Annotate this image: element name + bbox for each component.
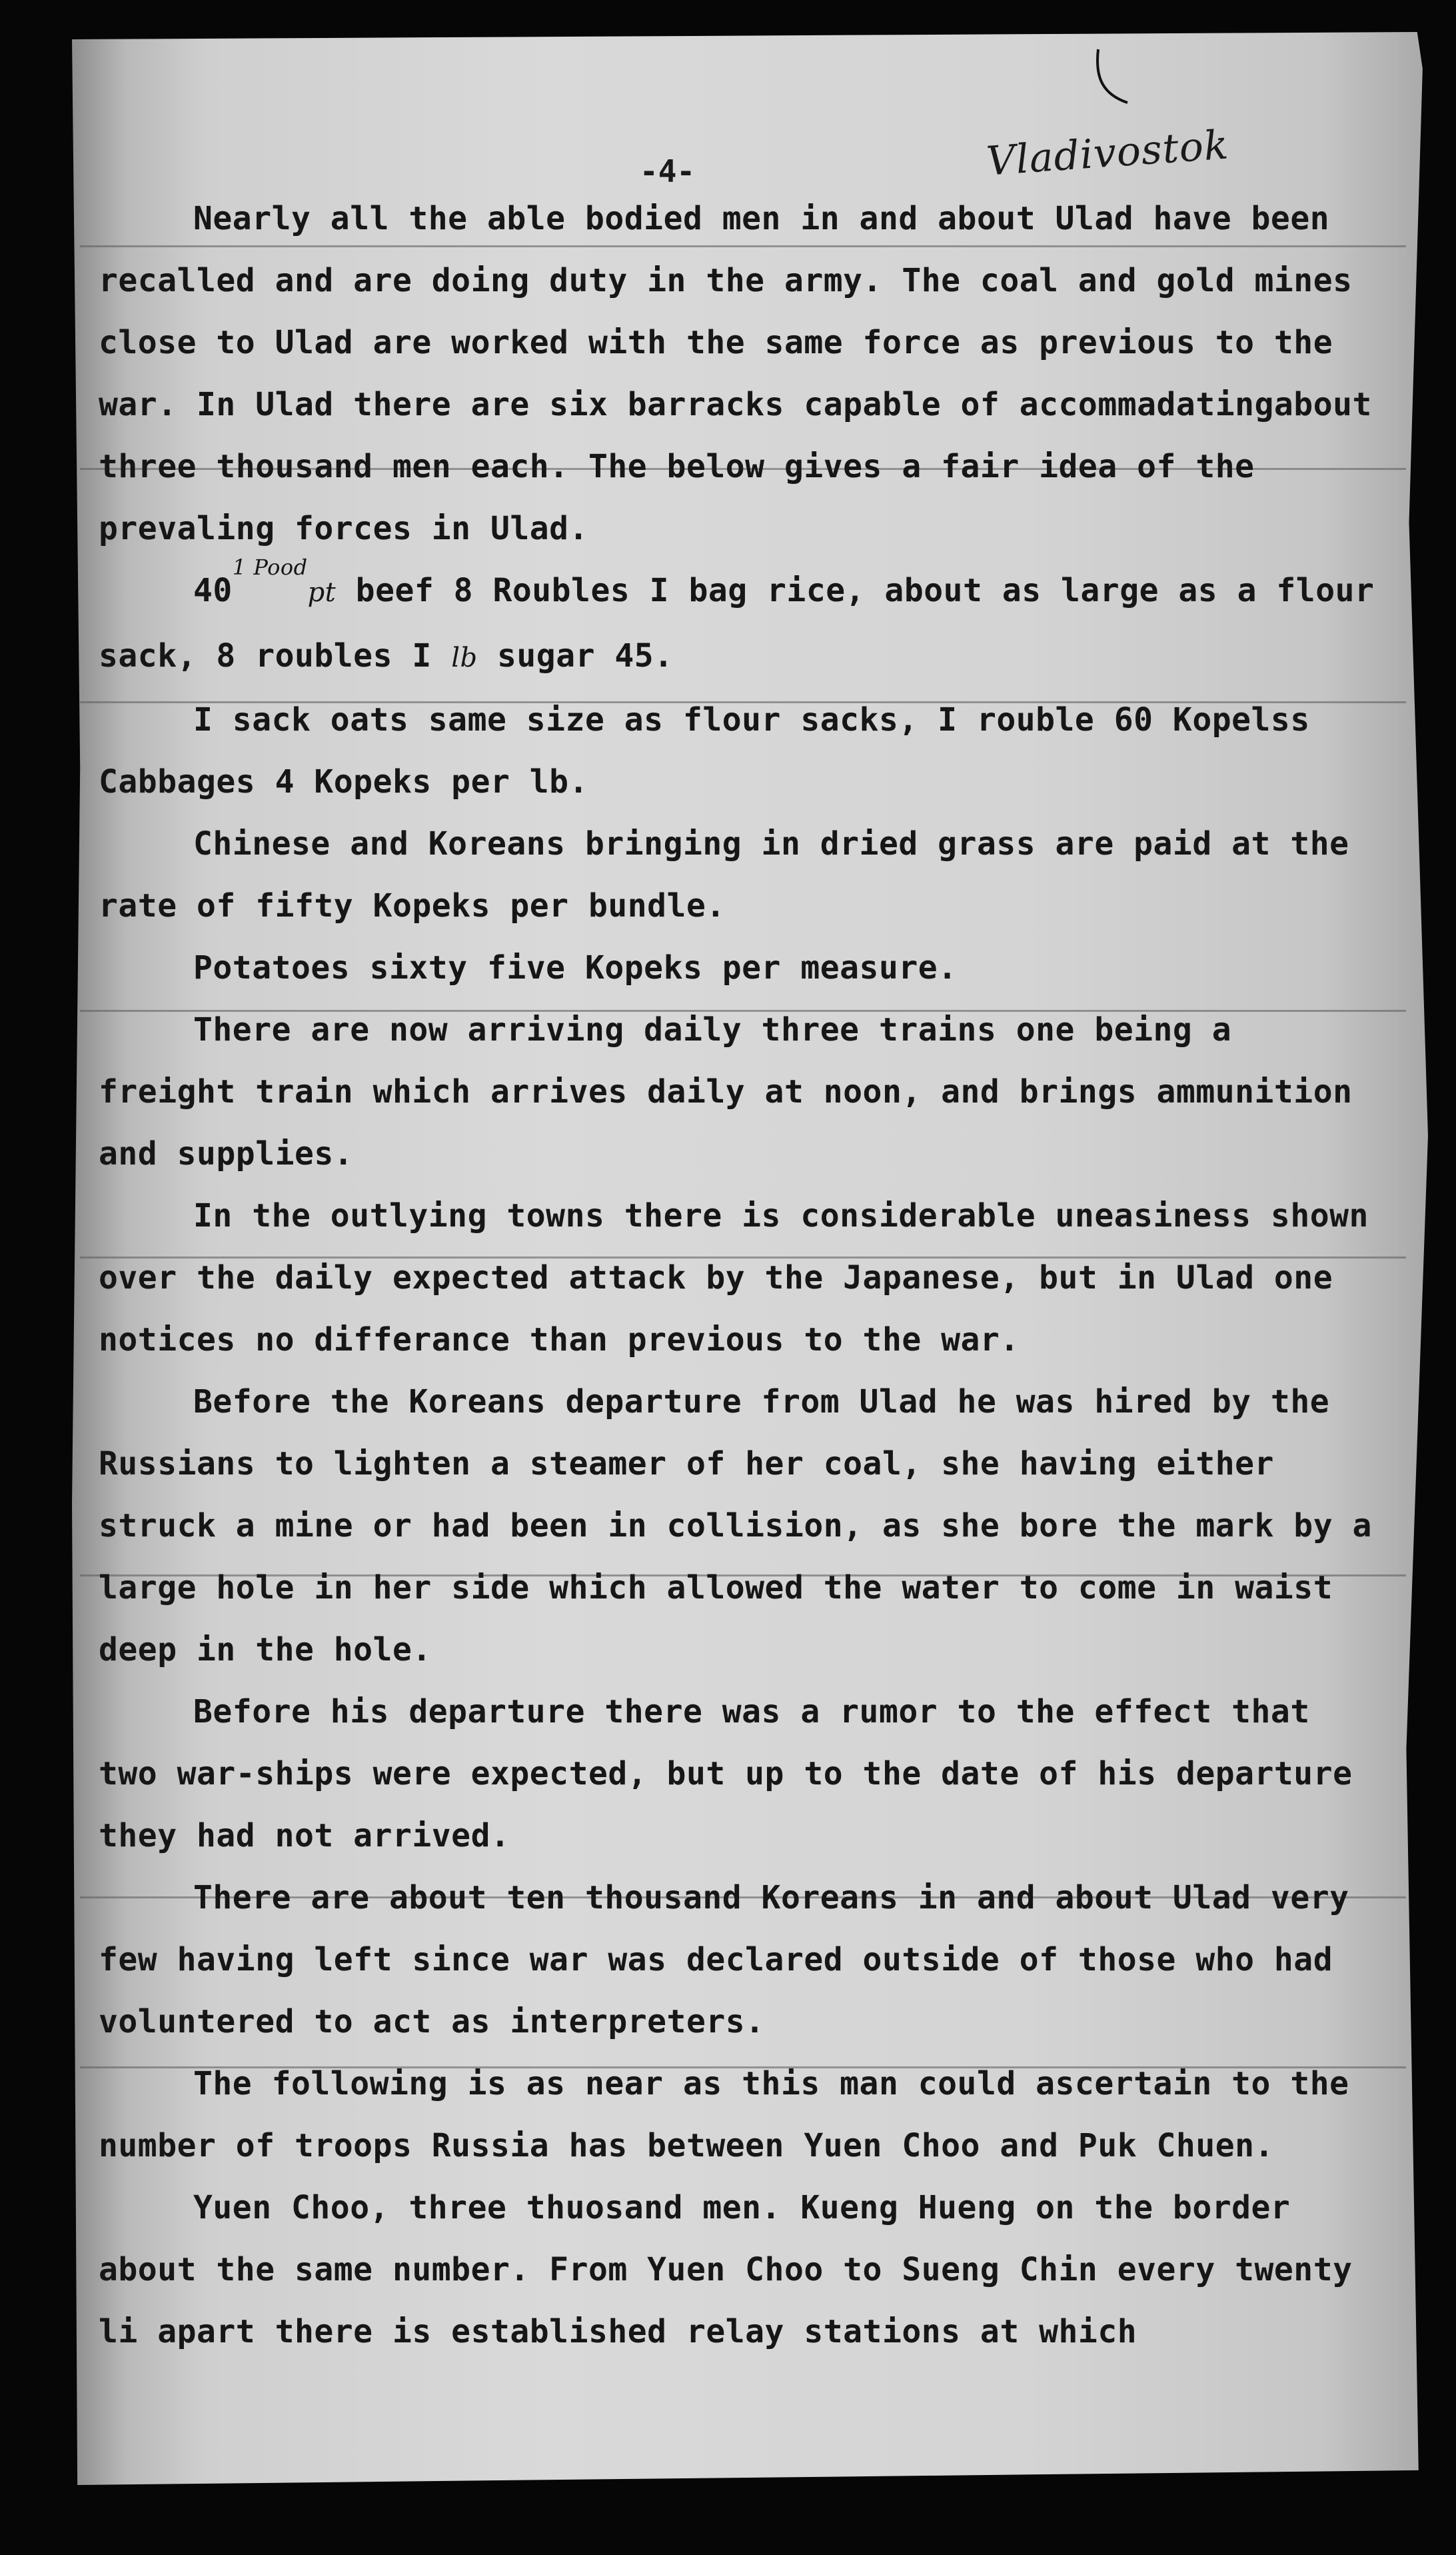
paragraph: In the outlying towns there is considerable uneasiness shown over the daily expected attack by the Japanese, but in Ulad one notices no differance than previous to the war. [99, 1197, 1369, 1358]
page-number: -4- [640, 153, 696, 189]
handwritten-lb: lb [451, 643, 478, 673]
paragraph: Before the Koreans departure from Ulad he was hired by the Russians to lighten a steamer of her coal, she having either struck a mine or had been in collision, as she bore the mark by a large hole in her side which allowed the water to come in waist deep in the hole. [99, 1383, 1372, 1668]
handwritten-unit: pt [307, 577, 337, 608]
price-text: beef 8 Roubles I bag rice, about as large as a flour sack, 8 roubles I [99, 572, 1375, 675]
paragraph: Potatoes sixty five Kopeks per measure. [193, 949, 958, 987]
typed-body-text [99, 188, 1385, 2363]
paragraph: There are about ten thousand Koreans in and about Ulad very few having left since war was declared outside of those who had voluntered to act as interpreters. [99, 1879, 1349, 2040]
paragraph-prices [99, 555, 1385, 689]
paragraph: Chinese and Koreans bringing in dried grass are paid at the rate of fifty Kopeks per bundle. [99, 825, 1349, 925]
paragraph: Yuen Choo, three thuosand men. Kueng Hueng on the border about the same number. From Yuen Choo to Sueng Chin every twenty li apart there is established relay stations at which [99, 2189, 1353, 2350]
paragraph: The following is as near as this man could ascertain to the number of troops Russia has between Yuen Choo and Puk Chuen. [99, 2065, 1349, 2164]
handwritten-annotation: Vladivostok [985, 121, 1231, 185]
handwritten-unit-note: 1 Pood [232, 555, 308, 580]
quantity-text: 40 [193, 572, 233, 609]
price-text-end: sugar 45. [477, 637, 674, 675]
pen-stroke-mark [1093, 47, 1133, 107]
paragraph: Nearly all the able bodied men in and about Ulad have been recalled and are doing duty in the army. The coal and gold mines close to Ulad are worked with the same force as previous to the war. In Ulad there are six barracks capable of accommadatingabout three thousand men each. The below gives a fair idea of the prevaling forces in Ulad. [99, 200, 1372, 547]
paragraph: Before his departure there was a rumor to the effect that two war-ships were expected, but up to the date of his departure they had not arrived. [99, 1693, 1353, 1854]
paragraph: There are now arriving daily three trains one being a freight train which arrives daily at noon, and brings ammunition and supplies. [99, 1011, 1353, 1173]
paragraph: I sack oats same size as flour sacks, I rouble 60 Kopelss Cabbages 4 Kopeks per lb. [99, 701, 1310, 801]
